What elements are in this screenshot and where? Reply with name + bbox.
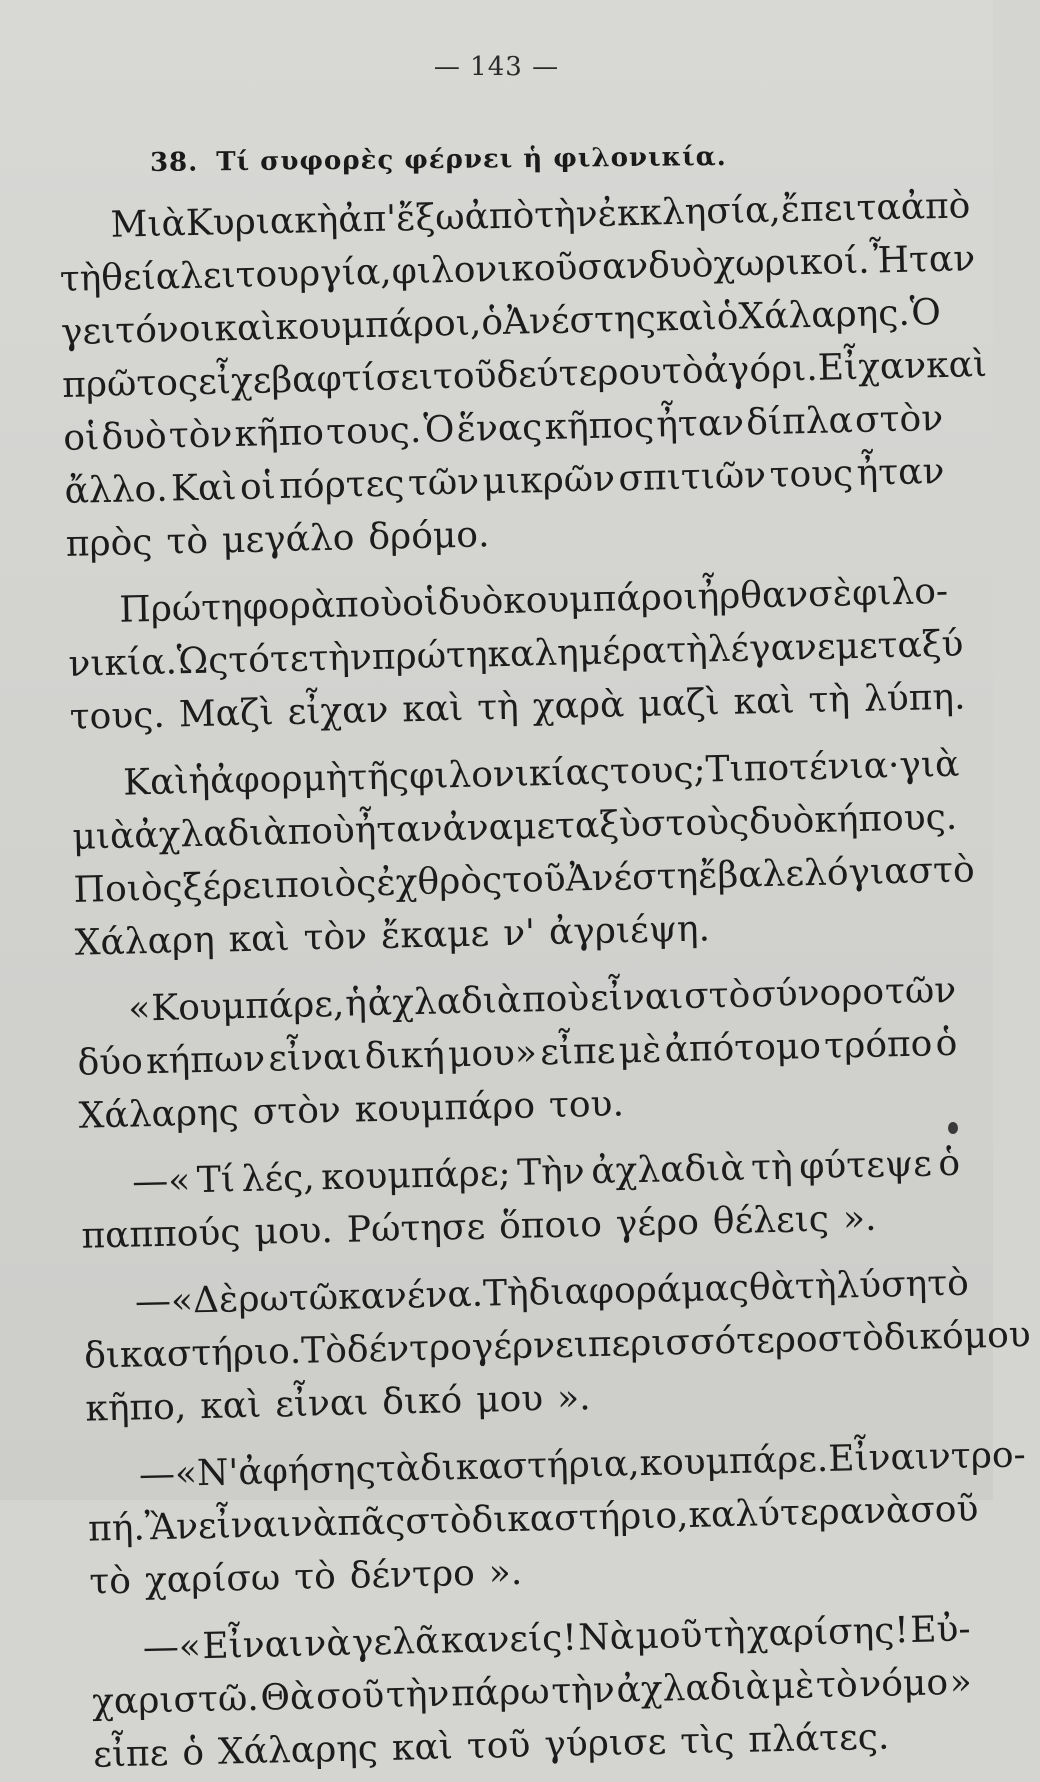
text-line: τὸ χαρίσω τὸ δέντρο ». [88, 1551, 523, 1603]
page-number: — 143 — [433, 52, 560, 82]
text-line: Χάλαρη καὶ τὸν ἔκαμε ν' ἀγριέψη. [74, 908, 711, 964]
text-line: δύο κήπων εἶναι δική μου» εἶπε μὲ ἀπότομο τρόπο ὁ [77, 1022, 958, 1084]
text-line: εἶπε ὁ Χάλαρης καὶ τοῦ γύρισε τὶς πλάτες. [92, 1716, 890, 1776]
text-line: τὴ θεία λειτουργία, φιλονικοῦσαν δυὸ χωρικοί. Ἦταν [59, 238, 976, 300]
text-line: πρῶτος εἶχε βαφτίσει τοῦ δεύτερου τὸ ἀγόρι. Εἶχαν καὶ [61, 343, 988, 406]
text-line: Πρώτη φορὰ ποὺ οἱ δυὸ κουμπάροι ἦρθαν σὲ φιλο- [118, 570, 949, 631]
text-line: κῆπο, καὶ εἶναι δικό μου ». [84, 1377, 592, 1430]
text-line: Ποιὸς ξέρει ποιὸς ἐχθρὸς τοῦ Ἀνέστη ἔβαλε λόγια στὸ [73, 849, 976, 911]
text-line: πρὸς τὸ μεγάλο δρόμο. [65, 514, 490, 565]
text-line: οἱ δυὸ τὸν κῆπο τους. Ὁ ἕνας κῆπος ἦταν δίπλα στὸν [62, 397, 944, 459]
text-line: δικαστήριο. Τὸ δέντρο γέρνει περισσότερο στὸ δικό μου [83, 1314, 1032, 1377]
paper-speck [948, 1122, 958, 1134]
text-line: πή. Ἂν εἶναι νὰ πᾶς στὸ δικαστήριο, καλύτερα νὰ σοῦ [87, 1488, 979, 1550]
chapter-number: 38. [149, 147, 199, 178]
paragraph [76, 964, 959, 1143]
text-line: ἄλλο. Καὶ οἱ πόρτες τῶν μικρῶν σπιτιῶν τους ἦταν [64, 450, 945, 512]
paragraph [82, 1257, 1032, 1436]
chapter-title: Τί συφορὲς φέρνει ἡ φιλονικία. [216, 141, 727, 178]
body-text [58, 180, 1032, 1782]
text-line: Χάλαρης στὸν κουμπάρο του. [78, 1083, 625, 1137]
text-line: Καὶ ἡ ἀφορμὴ τῆς φιλονικίας τους; Τιποτένια· γιὰ [122, 743, 960, 804]
text-line: « Κουμπάρε, ἡ ἀχλαδιὰ ποὺ εἶναι στὸ σύνορο τῶν [127, 969, 957, 1030]
chapter-heading [150, 141, 850, 178]
text-line: παππούς μου. Ρώτησε ὅποιο γέρο θέλεις ». [81, 1197, 877, 1257]
text-line: χαριστῶ. Θὰ σοῦ τὴν πάρω τὴν ἀχλαδιὰ μὲ τὸ νόμο » [91, 1661, 973, 1723]
text-line: —« Τί λές, κουμπάρε; Τὴν ἀχλαδιὰ τὴ φύτεψε ὁ [131, 1142, 961, 1203]
text-line: —« Δὲ ρωτῶ κανένα. Τὴ διαφορά μας θὰ τὴ λύση τὸ [134, 1262, 970, 1323]
paragraph [86, 1430, 1027, 1609]
text-line: τους. Μαζὶ εἶχαν καὶ τὴ χαρὰ μαζὶ καὶ τὴ λύπη. [69, 676, 966, 738]
paragraph [67, 565, 966, 744]
text-line: Μιὰ Κυριακὴ ἀπ' ἔξω ἀπὸ τὴν ἐκκλησία, ἔπειτα ἀπὸ [110, 185, 971, 246]
paragraph [58, 180, 988, 571]
paragraph [80, 1137, 962, 1263]
text-line: —« Εἶναι νὰ γελᾶ κανείς! Νὰ μοῦ τὴ χαρίσης! Εὐ- [142, 1608, 972, 1669]
text-line: —« Ν' ἀφήσης τὰ δικαστήρια, κουμπάρε. Εἶναι ντρο- [138, 1434, 1027, 1496]
text-line: γειτόνοι καὶ κουμπάροι, ὁ Ἀνέστης καὶ ὁ Χάλαρης. Ὁ [60, 292, 942, 353]
text-line: νικία. Ὡς τότε τὴν πρώτη καλημέρα τὴ λέγανε μεταξύ [68, 623, 964, 685]
paragraph [90, 1603, 973, 1782]
paragraph [71, 738, 976, 970]
text-line: μιὰ ἀχλαδιὰ ποὺ ἦταν ἀναμεταξὺ στοὺς δυὸ κήπους. [71, 796, 958, 858]
